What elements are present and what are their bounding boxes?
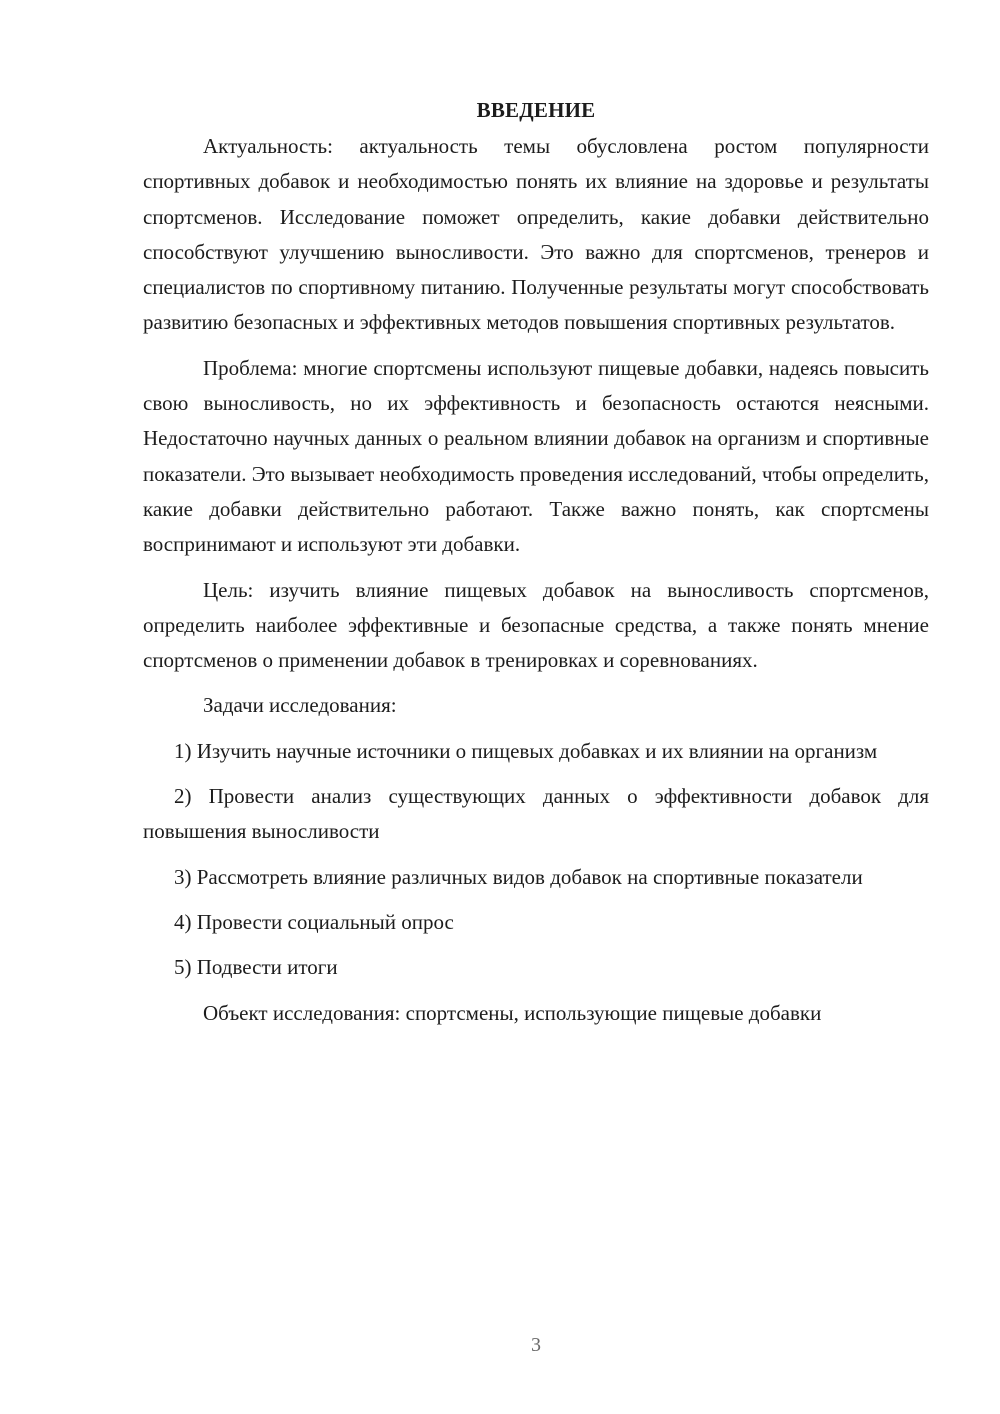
- document-page: [143, 95, 929, 1041]
- object-paragraph: Объект исследования: спортсмены, использующие пищевые добавки: [203, 1000, 822, 1025]
- task-item-3: 3) Рассмотреть влияние различных видов добавок на спортивные показатели: [174, 864, 863, 889]
- relevance-paragraph: Актуальность: актуальность темы обусловлена ростом популярности спортивных добавок и необходимостью понять их влияние на здоровье и результаты спортсменов. Исследование поможет определить, какие добавки действительно способствуют улучшению выносливости. Это важно для спортсменов, тренеров и специалистов по спортивному питанию. Полученные результаты могут способствовать развитию безопасных и эффективных методов повышения спортивных результатов.: [143, 134, 929, 335]
- page-title: ВВЕДЕНИЕ: [476, 98, 596, 122]
- task-item-2: 2) Провести анализ существующих данных о эффективности добавок для повышения выносливости: [143, 784, 929, 844]
- goal-paragraph: Цель: изучить влияние пищевых добавок на выносливость спортсменов, определить наиболее эффективные и безопасные средства, а также понять мнение спортсменов о применении добавок в тренировках и соревнованиях.: [143, 577, 929, 673]
- problem-paragraph: Проблема: многие спортсмены используют пищевые добавки, надеясь повысить свою выносливость, но их эффективность и безопасность остаются неясными. Недостаточно научных данных о реальном влиянии добавок на организм и спортивные показатели. Это вызывает необходимость проведения исследований, чтобы определить, какие добавки действительно работают. Также важно понять, как спортсмены воспринимают и используют эти добавки.: [143, 355, 929, 557]
- task-item-1: 1) Изучить научные источники о пищевых добавках и их влиянии на организм: [174, 738, 878, 763]
- task-item-5: 5) Подвести итоги: [174, 955, 338, 980]
- page-number: 3: [531, 1334, 541, 1356]
- task-item-4: 4) Провести социальный опрос: [174, 909, 454, 934]
- tasks-heading: Задачи исследования:: [203, 693, 397, 718]
